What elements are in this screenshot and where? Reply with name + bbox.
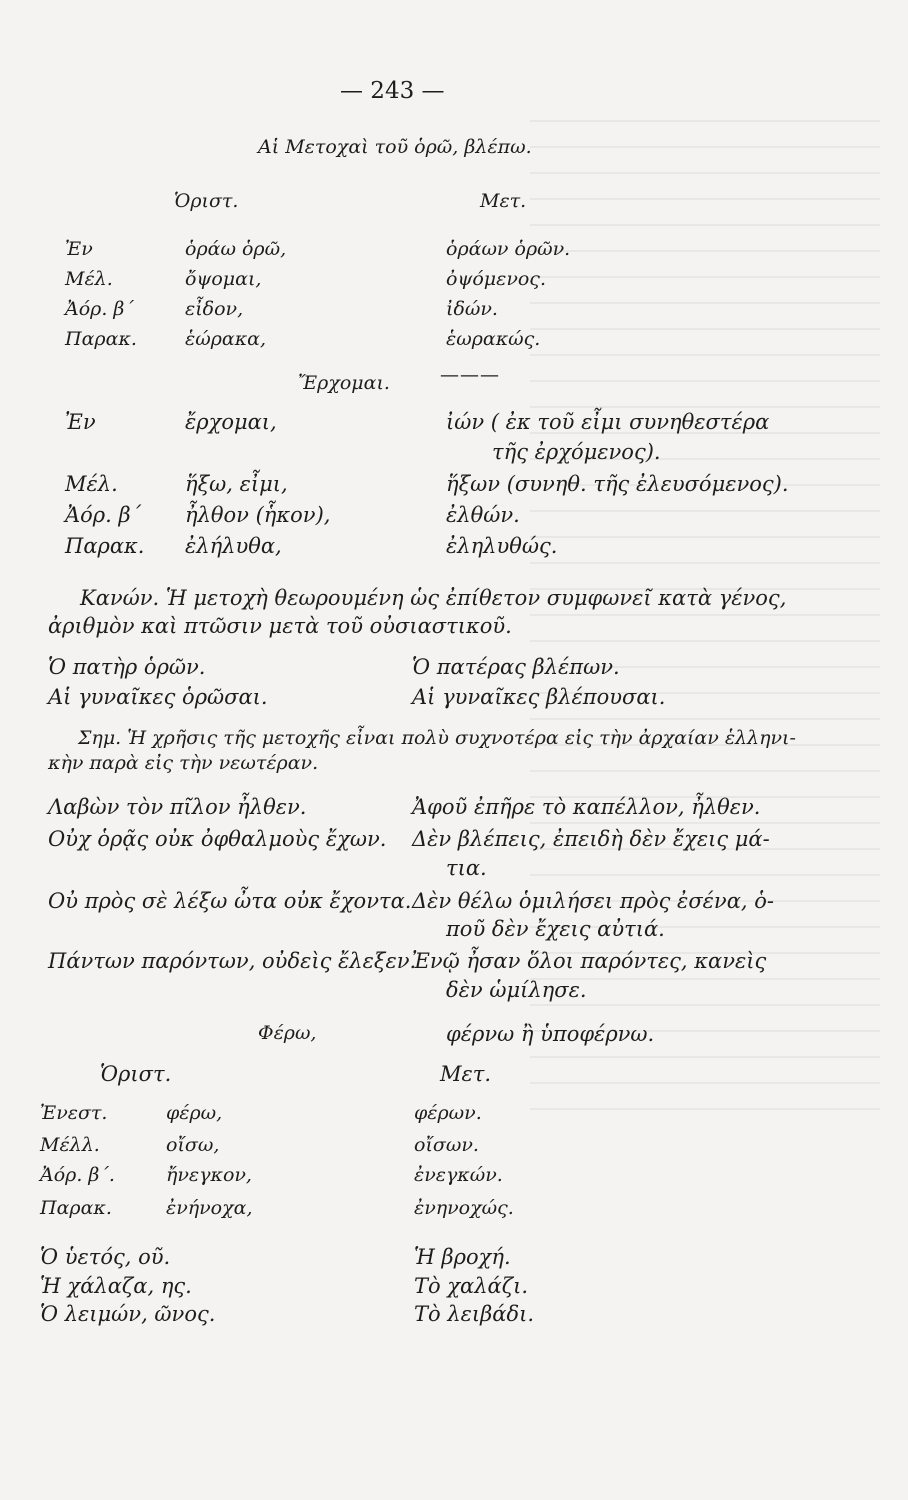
tense-label: Μέλ. — [65, 472, 118, 496]
page-number: — 243 — — [340, 78, 445, 104]
example-ancient: Αἱ γυναῖκες ὁρῶσαι. — [48, 685, 268, 709]
tense-label: Ἐν — [65, 238, 93, 260]
participle-form: ἥξων (συνηθ. τῆς ἐλευσόμενος). — [446, 472, 789, 496]
section-title-fero: Φέρω, — [258, 1022, 317, 1044]
participle-form: ἐλθών. — [446, 503, 520, 527]
example-modern: Αἱ γυναῖκες βλέπουσαι. — [412, 685, 666, 709]
example-ancient: Πάντων παρόντων, οὐδεὶς ἔλεξεν. — [48, 949, 417, 973]
verb-form: ὁράω ὁρῶ, — [185, 238, 287, 260]
tense-label: Παρακ. — [65, 328, 137, 350]
section-title-ferno: φέρνω ἢ ὑποφέρνω. — [446, 1022, 655, 1046]
participle-form: ἐληλυθώς. — [446, 534, 558, 558]
vocab-modern: Ἡ βροχή. — [414, 1245, 511, 1269]
participle-form: οἴσων. — [414, 1134, 479, 1156]
column-header-indicative: Ὁριστ. — [100, 1062, 172, 1086]
example-ancient: Ὁ πατὴρ ὁρῶν. — [48, 655, 206, 679]
note-line-1: Σημ. Ἡ χρῆσις τῆς μετοχῆς εἶναι πολὺ συχνοτέρα εἰς τὴν ἀρχαίαν ἑλληνι- — [78, 727, 796, 749]
example-ancient: Λαβὼν τὸν πῖλον ἦλθεν. — [48, 795, 307, 819]
vocab-ancient: Ὁ λειμών, ῶνος. — [40, 1302, 216, 1326]
tense-label: Ἀόρ. β΄ — [65, 298, 134, 320]
participle-form-continued: τῆς ἐρχόμενος). — [492, 440, 661, 464]
example-ancient: Οὐ πρὸς σὲ λέξω ὦτα οὐκ ἔχοντα. — [48, 889, 412, 913]
example-modern-continued: τια. — [446, 856, 487, 880]
rule-line-2: ἀριθμὸν καὶ πτῶσιν μετὰ τοῦ οὐσιαστικοῦ. — [48, 614, 512, 638]
separator-dash: ——— — [440, 364, 500, 386]
tense-label: Ἐν — [65, 410, 96, 434]
vocab-modern: Τὸ χαλάζι. — [414, 1274, 529, 1298]
tense-label: Ἀόρ. β΄. — [40, 1164, 115, 1186]
verb-form: ἦλθον (ἧκον), — [185, 503, 331, 527]
verb-form: ἐνήνοχα, — [166, 1197, 253, 1219]
example-modern: Ὁ πατέρας βλέπων. — [412, 655, 620, 679]
verb-form: ὄψομαι, — [185, 268, 262, 290]
section-title-oro: Αἱ Μετοχαὶ τοῦ ὁρῶ, βλέπω. — [258, 136, 532, 158]
verb-form: ἔρχομαι, — [185, 410, 277, 434]
example-modern: Δὲν βλέπεις, ἐπειδὴ δὲν ἔχεις μά- — [412, 827, 770, 851]
participle-form: ἰών ( ἐκ τοῦ εἶμι συνηθεστέρα — [446, 410, 770, 434]
tense-label: Ἐνεστ. — [40, 1102, 108, 1124]
example-modern-continued: ποῦ δὲν ἔχεις αὐτιά. — [446, 917, 665, 941]
participle-form: ὁράων ὁρῶν. — [446, 238, 571, 260]
example-modern-continued: δὲν ὡμίλησε. — [446, 978, 587, 1002]
participle-form: ἑωρακώς. — [446, 328, 541, 350]
note-line-2: κὴν παρὰ εἰς τὴν νεωτέραν. — [48, 752, 319, 774]
participle-form: ἐνεγκών. — [414, 1164, 503, 1186]
section-title-erchomai: Ἔρχομαι. — [298, 372, 390, 394]
tense-label: Μέλλ. — [40, 1134, 100, 1156]
tense-label: Παρακ. — [65, 534, 145, 558]
verb-form: ἐλήλυθα, — [185, 534, 282, 558]
verb-form: ἑώρακα, — [185, 328, 267, 350]
verb-form: οἴσω, — [166, 1134, 220, 1156]
example-modern: Ἀφοῦ ἐπῆρε τὸ καπέλλον, ἦλθεν. — [412, 795, 761, 819]
column-header-participle: Μετ. — [480, 190, 527, 212]
example-modern: Ἐνῷ ἦσαν ὅλοι παρόντες, κανεὶς — [412, 949, 767, 973]
vocab-ancient: Ὁ ὑετός, οῦ. — [40, 1245, 171, 1269]
example-modern: Δὲν θέλω ὁμιλήσει πρὸς ἐσένα, ὁ- — [412, 889, 774, 913]
column-header-participle: Μετ. — [440, 1062, 492, 1086]
rule-line-1: Κανών. Ἡ μετοχὴ θεωρουμένη ὡς ἐπίθετον συμφωνεῖ κατὰ γένος, — [80, 586, 787, 610]
example-ancient: Οὐχ ὁρᾷς οὐκ ὀφθαλμοὺς ἔχων. — [48, 827, 387, 851]
column-header-indicative: Ὁριστ. — [174, 190, 239, 212]
participle-form: ἐνηνοχώς. — [414, 1197, 514, 1219]
verb-form: φέρω, — [166, 1102, 223, 1124]
vocab-modern: Τὸ λειβάδι. — [414, 1302, 535, 1326]
tense-label: Μέλ. — [65, 268, 113, 290]
verb-form: ἤνεγκον, — [166, 1164, 252, 1186]
verb-form: ἥξω, εἶμι, — [185, 472, 288, 496]
participle-form: ὀψόμενος. — [446, 268, 546, 290]
verb-form: εἶδον, — [185, 298, 244, 320]
participle-form: φέρων. — [414, 1102, 482, 1124]
participle-form: ἰδών. — [446, 298, 498, 320]
vocab-ancient: Ἡ χάλαζα, ης. — [40, 1274, 192, 1298]
tense-label: Παρακ. — [40, 1197, 112, 1219]
tense-label: Ἀόρ. β΄ — [65, 503, 142, 527]
